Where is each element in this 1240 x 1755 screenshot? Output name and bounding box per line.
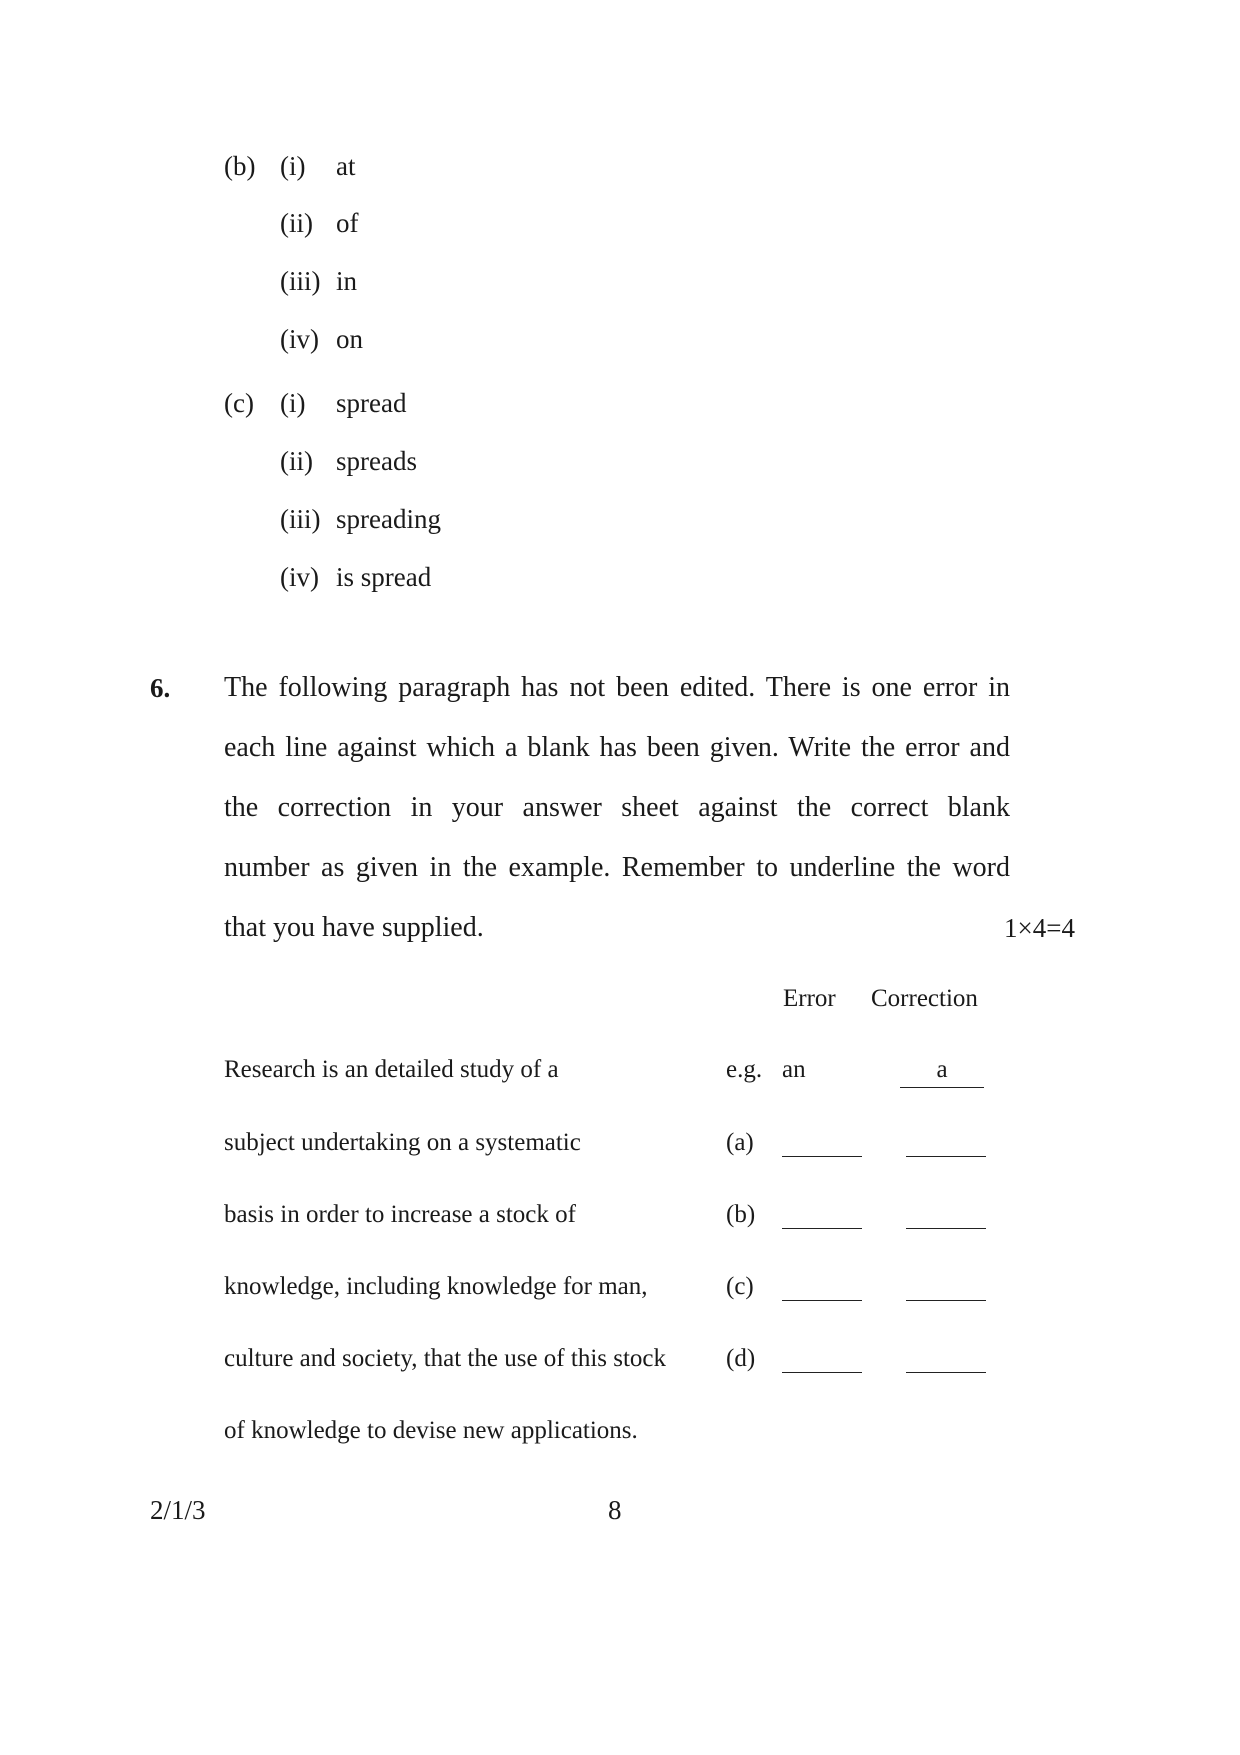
instruction-line: each line against which a blank has been given. Write the error and <box>224 732 1010 763</box>
option-text: spreads <box>336 446 417 476</box>
option-number: (iv) <box>280 324 319 354</box>
example-correction: a <box>936 1056 948 1083</box>
passage-line: knowledge, including knowledge for man, <box>224 1273 648 1300</box>
correction-blank[interactable] <box>906 1372 986 1373</box>
correction-blank[interactable] <box>906 1156 986 1157</box>
passage-line: subject undertaking on a systematic <box>224 1129 581 1156</box>
passage-line: basis in order to increase a stock of <box>224 1201 576 1228</box>
error-blank[interactable] <box>782 1300 862 1301</box>
option-number: (i) <box>280 388 306 418</box>
passage-line: culture and society, that the use of this stock <box>224 1345 667 1372</box>
option-text: in <box>336 266 358 296</box>
option-number: (ii) <box>280 446 313 476</box>
error-blank[interactable] <box>782 1228 862 1229</box>
passage-line: Research is an detailed study of a <box>224 1056 559 1083</box>
option-group-label: (c) <box>224 388 254 418</box>
option-number: (i) <box>280 151 306 181</box>
row-label: (a) <box>726 1129 754 1156</box>
option-group-label: (b) <box>224 151 256 181</box>
question-number: 6. <box>150 673 171 703</box>
option-number: (iv) <box>280 562 319 592</box>
instruction-line: The following paragraph has not been edited. There is one error in <box>224 672 1010 703</box>
option-text: on <box>336 324 363 354</box>
marks-label: 1×4=4 <box>1004 913 1075 943</box>
instruction-line: that you have supplied. <box>224 912 484 943</box>
page-number: 8 <box>608 1495 622 1525</box>
option-text: spread <box>336 388 407 418</box>
correction-blank[interactable] <box>906 1300 986 1301</box>
error-blank[interactable] <box>782 1156 862 1157</box>
instruction-line: number as given in the example. Remember to underline the word <box>224 852 1010 883</box>
row-label: (b) <box>726 1201 756 1228</box>
row-label: e.g. <box>726 1056 763 1083</box>
option-number: (ii) <box>280 208 313 238</box>
paper-code: 2/1/3 <box>150 1495 206 1525</box>
option-text: is spread <box>336 562 432 592</box>
header-correction: Correction <box>871 985 978 1012</box>
option-number: (iii) <box>280 504 321 534</box>
option-text: spreading <box>336 504 441 534</box>
row-label: (c) <box>726 1273 754 1300</box>
option-text: of <box>336 208 359 238</box>
example-error: an <box>782 1056 806 1083</box>
error-blank[interactable] <box>782 1372 862 1373</box>
instruction-line: the correction in your answer sheet against the correct blank <box>224 792 1010 823</box>
option-number: (iii) <box>280 266 321 296</box>
correction-blank[interactable] <box>906 1228 986 1229</box>
passage-line: of knowledge to devise new applications. <box>224 1417 638 1444</box>
row-label: (d) <box>726 1345 756 1372</box>
option-text: at <box>336 151 356 181</box>
correction-underline <box>900 1087 984 1088</box>
header-error: Error <box>783 985 836 1012</box>
